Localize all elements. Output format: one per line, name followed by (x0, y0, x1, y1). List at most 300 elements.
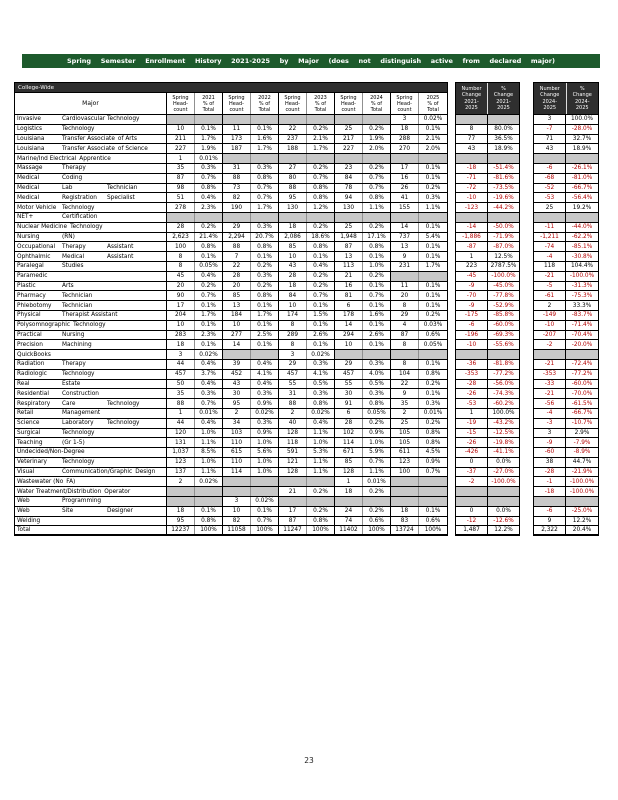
percent-change-cell: -60.2% (493, 400, 514, 407)
row-gap-2 (520, 252, 533, 262)
headcount-cell: 88 (279, 399, 307, 408)
number-change-cell: -61 (534, 291, 566, 300)
major-name (15, 458, 167, 467)
percent-of-total-cell: 0.02% (307, 409, 335, 418)
change-2021-2025-segment (455, 272, 520, 282)
percent-of-total-cell: 0.3% (251, 419, 279, 428)
number-change-cell: -353 (456, 370, 488, 379)
major-name-part: Teaching (17, 439, 43, 446)
headcount-cell: 30 (223, 389, 251, 398)
percent-of-total-cell: 0.2% (251, 262, 279, 271)
major-name-part: Science (17, 420, 40, 427)
number-change-cell: -70 (456, 291, 488, 300)
row-gap-1 (448, 272, 455, 282)
table-row (14, 429, 599, 439)
major-name (15, 389, 167, 398)
change-2024-2025-segment (533, 409, 599, 419)
row-gap-2 (520, 115, 533, 125)
major-name-part: Construction (62, 390, 99, 397)
row-gap-2 (520, 135, 533, 145)
major-name (15, 321, 167, 330)
change-2024-2025-segment (533, 174, 599, 184)
percent-of-total-cell: 0.1% (251, 125, 279, 134)
number-change-cell: -53 (534, 193, 566, 202)
headcount-cell: 131 (167, 438, 195, 447)
headcount-cell: 187 (223, 144, 251, 153)
table-row (14, 213, 599, 223)
row-gap-1 (448, 233, 455, 243)
headcount-cell (335, 497, 363, 506)
headcount-cell: 18 (167, 340, 195, 349)
percent-change-cell: -85.8% (493, 312, 514, 319)
row-gap-1 (448, 517, 455, 527)
percent-of-total-cell: 0.8% (307, 399, 335, 408)
headcount-cell: 28 (335, 419, 363, 428)
number-change-cell: -1,211 (534, 233, 566, 242)
number-change-cell (456, 213, 488, 222)
table-row (14, 301, 599, 311)
change-2021-2025-segment (455, 135, 520, 145)
headcount-cell: 283 (167, 331, 195, 340)
major-name-part: Technology (73, 322, 106, 329)
percent-of-total-cell: 0.02% (195, 350, 223, 359)
page-number: 23 (304, 756, 314, 765)
major-name-part: Surgical (17, 429, 41, 436)
major-name-part: Technology (62, 204, 95, 211)
major-name-part: Phlebotomy (17, 302, 52, 309)
row-main-segment (14, 184, 448, 194)
percent-change-cell (488, 154, 519, 163)
major-name-part: Massage (17, 165, 43, 172)
headcount-cell: 35 (167, 389, 195, 398)
column-headers (14, 92, 448, 115)
headcount-cell: 31 (223, 164, 251, 173)
headcount-cell: 87 (279, 517, 307, 526)
row-gap-2 (520, 340, 533, 350)
year-headcount-header: Spring Head- count (279, 93, 307, 114)
change-2021-2025-segment (455, 291, 520, 301)
row-main-segment (14, 350, 448, 360)
table-row (14, 154, 599, 164)
percent-of-total-cell: 0.4% (195, 380, 223, 389)
year-headcount-header: Spring Head- count (335, 93, 363, 114)
percent-of-total-cell: 0.9% (251, 429, 279, 438)
percent-of-total-cell: 0.1% (307, 301, 335, 310)
major-name-part: Medical (17, 194, 40, 201)
headcount-cell: 114 (223, 468, 251, 477)
change-2024-2025-segment (533, 144, 599, 154)
headcount-cell: 17 (391, 164, 419, 173)
change-2021-2025-segment (455, 477, 520, 487)
number-change-cell: -123 (456, 203, 488, 212)
headcount-cell: 121 (279, 458, 307, 467)
headcount-cell: 23 (335, 164, 363, 173)
major-name-part: Technology (62, 371, 95, 378)
headcount-cell: 18 (279, 223, 307, 232)
percent-of-total-cell: 0.1% (363, 321, 391, 330)
number-change-cell: 1 (456, 252, 488, 261)
row-gap-1 (448, 252, 455, 262)
change-2021-2025-segment (455, 321, 520, 331)
headcount-cell: 22 (391, 380, 419, 389)
headcount-cell: 20 (167, 282, 195, 291)
row-gap-1 (448, 154, 455, 164)
headcount-cell: 10 (279, 301, 307, 310)
number-change-cell: 71 (534, 135, 566, 144)
table-row (14, 242, 599, 252)
percent-of-total-cell: 0.4% (195, 419, 223, 428)
headcount-cell: 294 (335, 331, 363, 340)
number-change-cell: -21 (534, 360, 566, 369)
percent-of-total-cell: 0.01% (423, 410, 443, 417)
number-change-cell: -19 (456, 419, 488, 428)
row-gap-2 (520, 477, 533, 487)
percent-of-total-cell: 0.01% (195, 154, 223, 163)
row-gap-1 (448, 429, 455, 439)
row-gap-1 (448, 419, 455, 429)
percent-of-total-cell: 1.7% (251, 144, 279, 153)
title-word: (does (328, 57, 349, 65)
percent-of-total-cell: 0.3% (251, 272, 279, 281)
headcount-cell: 43 (279, 262, 307, 271)
row-main-segment (14, 203, 448, 213)
percent-change-cell: -55.6% (493, 341, 514, 348)
percent-of-total-cell: 1.0% (195, 429, 223, 438)
number-change-cell: 0 (456, 458, 488, 467)
percent-of-total-cell: 0.2% (251, 282, 279, 291)
percent-of-total-cell: 0.7% (251, 517, 279, 526)
row-main-segment (14, 282, 448, 292)
major-name (15, 272, 167, 281)
percent-of-total-cell (419, 477, 447, 486)
percent-change-cell: -41.1% (493, 449, 514, 456)
percent-change-cell: 44.7% (572, 459, 592, 466)
change-2024-2025-segment (533, 115, 599, 125)
headcount-cell (279, 477, 307, 486)
change-column-header: Number Change 2024- 2025 (534, 83, 567, 114)
row-gap-1 (448, 144, 455, 154)
major-name (15, 154, 167, 163)
percent-change-cell: 100.0% (492, 410, 515, 417)
major-name-part: Therapy (62, 165, 86, 172)
change-2024-2025-segment (533, 380, 599, 390)
headcount-cell: 8 (391, 360, 419, 369)
headcount-cell: 44 (167, 419, 195, 428)
headcount-cell: 671 (335, 448, 363, 457)
table-row (14, 477, 599, 487)
percent-of-total-cell: 0.7% (307, 291, 335, 300)
row-main-segment (14, 507, 448, 517)
percent-of-total-cell: 5.6% (251, 448, 279, 457)
percent-change-cell: 2787.5% (490, 263, 517, 270)
percent-of-total-cell: 0.1% (425, 508, 441, 515)
change-2021-2025-segment (455, 193, 520, 203)
table-row (14, 184, 599, 194)
headcount-cell: 118 (279, 438, 307, 447)
change-box-1-header (455, 82, 520, 115)
major-name-part: Studies (62, 263, 84, 270)
row-gap-2 (520, 233, 533, 243)
percent-change-cell (488, 115, 519, 124)
table-row (14, 193, 599, 203)
major-name-part: Communication/Graphic (62, 469, 133, 476)
percent-change-cell: -44.0% (571, 224, 593, 231)
table-row (14, 144, 599, 154)
percent-change-cell: 32.7% (572, 135, 592, 142)
percent-of-total-cell: 0.1% (425, 292, 441, 299)
percent-of-total-cell: 0.2% (363, 125, 391, 134)
row-gap-1 (448, 340, 455, 350)
number-change-cell: -26 (456, 438, 488, 447)
change-2021-2025-segment (455, 233, 520, 243)
major-name-part: Site (62, 508, 74, 515)
percent-of-total-cell: 0.8% (307, 517, 335, 526)
row-gap-1 (448, 301, 455, 311)
change-2024-2025-segment (533, 164, 599, 174)
percent-change-cell (488, 487, 519, 496)
change-2024-2025-segment (533, 154, 599, 164)
percent-of-total-cell: 0.3% (425, 400, 441, 407)
headcount-cell: 8 (167, 252, 195, 261)
major-name (15, 360, 167, 369)
row-gap-2 (520, 409, 533, 419)
major-name (15, 184, 167, 193)
row-gap-1 (448, 262, 455, 272)
row-gap-2 (520, 242, 533, 252)
major-name-part: Nuclear Medicine (17, 224, 68, 231)
percent-of-total-cell: 0.1% (425, 390, 441, 397)
major-name-part: Respiratory (17, 400, 51, 407)
headcount-cell: 14 (335, 321, 363, 330)
headcount-cell: 29 (335, 360, 363, 369)
row-gap-2 (520, 291, 533, 301)
row-gap-2 (520, 497, 533, 507)
major-name (15, 380, 167, 389)
headcount-cell: 28 (167, 223, 195, 232)
change-2021-2025-segment (455, 125, 520, 135)
percent-of-total-cell: 0.5% (363, 380, 391, 389)
change-2021-2025-segment (455, 115, 520, 125)
change-2021-2025-segment (455, 380, 520, 390)
row-gap-2 (520, 448, 533, 458)
major-name (15, 291, 167, 300)
number-change-cell (534, 154, 566, 163)
table-row (14, 272, 599, 282)
percent-change-cell: 12.2% (572, 518, 592, 525)
percent-change-cell: -100.0% (491, 273, 516, 280)
percent-of-total-cell: 0.1% (251, 252, 279, 261)
major-name-part: Paramedic (17, 273, 48, 280)
percent-change-cell: -20.0% (571, 341, 593, 348)
headcount-cell: 110 (223, 458, 251, 467)
major-name-part: Medical (17, 184, 40, 191)
table-header (14, 82, 599, 115)
percent-change-cell: 19.2% (572, 204, 592, 211)
percent-of-total-cell: 1.7% (307, 144, 335, 153)
title-word: not (358, 57, 371, 65)
number-change-cell: 38 (534, 458, 566, 467)
change-2021-2025-segment (455, 438, 520, 448)
percent-change-cell: -25.0% (571, 508, 593, 515)
change-2024-2025-segment (533, 477, 599, 487)
percent-of-total-cell: 1.5% (307, 311, 335, 320)
percent-change-cell: 20.4% (572, 527, 592, 534)
row-gap-2 (520, 301, 533, 311)
percent-of-total-cell: 1.6% (251, 135, 279, 144)
headcount-cell: 188 (279, 144, 307, 153)
headcount-cell: 81 (335, 291, 363, 300)
percent-of-total-cell: 0.3% (195, 389, 223, 398)
headcount-cell: 2,623 (167, 233, 195, 242)
change-2021-2025-segment (455, 360, 520, 370)
percent-of-total-cell: 0.2% (363, 419, 391, 428)
percent-of-total-cell: 0.7% (251, 184, 279, 193)
number-change-cell: -175 (456, 311, 488, 320)
percent-of-total-cell (251, 154, 279, 163)
major-name-part: Web (17, 508, 30, 515)
percent-of-total-cell: 0.01% (363, 477, 391, 486)
major-name-part: Technology (62, 459, 95, 466)
change-2021-2025-segment (455, 252, 520, 262)
headcount-cell: 227 (335, 144, 363, 153)
major-name (15, 164, 167, 173)
row-main-segment (14, 517, 448, 527)
row-main-segment (14, 272, 448, 282)
percent-of-total-cell: 1.9% (195, 144, 223, 153)
headcount-cell: 35 (391, 399, 419, 408)
headcount-cell: 94 (335, 193, 363, 202)
headcount-cell: 3 (167, 350, 195, 359)
major-name-part: Designer (107, 508, 133, 515)
change-2021-2025-segment (455, 487, 520, 497)
headcount-cell: 2 (167, 477, 195, 486)
percent-change-cell: -100.0% (569, 478, 595, 485)
percent-of-total-cell: 0.8% (251, 242, 279, 251)
row-main-segment (14, 458, 448, 468)
headcount-cell (223, 350, 251, 359)
percent-of-total-cell (419, 272, 447, 281)
row-main-segment (14, 252, 448, 262)
row-main-segment (14, 223, 448, 233)
percent-of-total-cell: 0.7% (363, 174, 391, 183)
headcount-cell: 6 (335, 409, 363, 418)
percent-change-cell: -66.7% (571, 184, 593, 191)
row-gap-1 (448, 193, 455, 203)
number-change-cell: -6 (456, 321, 488, 330)
headcount-cell: 17 (167, 301, 195, 310)
headcount-cell: 85 (335, 458, 363, 467)
number-change-cell: 2 (534, 301, 566, 310)
percent-of-total-cell: 0.3% (363, 360, 391, 369)
title-word: declared (489, 57, 522, 65)
headcount-cell: 237 (279, 135, 307, 144)
percent-of-total-cell: 0.4% (195, 360, 223, 369)
headcount-cell: 27 (279, 164, 307, 173)
percent-of-total-cell (363, 213, 391, 222)
row-gap-2 (520, 526, 533, 536)
percent-of-total-cell: 2.6% (363, 331, 391, 340)
percent-of-total-cell: 2.0% (363, 144, 391, 153)
percent-of-total-cell: 0.1% (363, 340, 391, 349)
headcount-cell (335, 115, 363, 124)
row-gap-1 (448, 242, 455, 252)
headcount-cell: 16 (391, 174, 419, 183)
major-name-part: Visual (17, 469, 35, 476)
percent-of-total-cell: 1.7% (195, 135, 223, 144)
percent-of-total-cell: 0.3% (307, 360, 335, 369)
row-gap-1 (448, 184, 455, 194)
headcount-cell: 120 (167, 429, 195, 438)
percent-change-cell: -70.4% (571, 331, 593, 338)
percent-of-total-cell: 0.6% (363, 517, 391, 526)
headcount-cell: 16 (335, 282, 363, 291)
row-gap-1 (448, 477, 455, 487)
major-name-part: Nursing (62, 331, 85, 338)
row-main-segment (14, 429, 448, 439)
percent-of-total-cell: 0.1% (195, 301, 223, 310)
change-2021-2025-segment (455, 429, 520, 439)
headcount-cell: 270 (391, 144, 419, 153)
headcount-cell: 155 (391, 203, 419, 212)
number-change-cell: -21 (534, 272, 566, 281)
major-name-part: Therapist Assistant (62, 312, 118, 319)
percent-of-total-cell: 1.1% (307, 458, 335, 467)
percent-change-cell (488, 497, 519, 506)
percent-change-cell: 18.9% (572, 145, 592, 152)
headcount-cell: 1,037 (167, 448, 195, 457)
headcount-cell (335, 350, 363, 359)
percent-of-total-cell: 2.3% (195, 331, 223, 340)
percent-of-total-cell: 0.02% (307, 350, 335, 359)
headcount-cell: 13 (335, 252, 363, 261)
row-gap-2 (520, 380, 533, 390)
percent-of-total-cell: 0.1% (195, 252, 223, 261)
percent-of-total-cell: 0.9% (425, 459, 441, 466)
table-row (14, 448, 599, 458)
number-change-cell: 77 (456, 135, 488, 144)
number-change-cell (456, 115, 488, 124)
change-2021-2025-segment (455, 399, 520, 409)
change-2024-2025-segment (533, 429, 599, 439)
table-row (14, 321, 599, 331)
number-change-cell: 25 (534, 203, 566, 212)
change-2021-2025-segment (455, 223, 520, 233)
percent-change-cell: -81.0% (571, 175, 593, 182)
change-2021-2025-segment (455, 389, 520, 399)
change-2021-2025-segment (455, 517, 520, 527)
major-name (15, 487, 167, 496)
headcount-cell: 1 (167, 154, 195, 163)
major-name-part: Design (135, 469, 156, 476)
percent-of-total-cell: 0.7% (195, 399, 223, 408)
major-name (15, 477, 167, 486)
major-name-part: Veterinary (17, 459, 47, 466)
number-change-cell (456, 154, 488, 163)
change-2024-2025-segment (533, 184, 599, 194)
number-change-cell (534, 497, 566, 506)
title-word: from (462, 57, 480, 65)
headcount-cell: 85 (223, 291, 251, 300)
row-gap-2 (520, 154, 533, 164)
percent-change-cell: 104.4% (570, 263, 594, 270)
major-name-part: Practical (17, 331, 42, 338)
percent-change-cell (488, 213, 519, 222)
percent-of-total-cell: 5.3% (307, 448, 335, 457)
year-percent-header: 2023 % of Total (307, 93, 335, 114)
row-gap-1 (448, 438, 455, 448)
percent-of-total-cell: 1.1% (195, 438, 223, 447)
major-name (15, 135, 167, 144)
